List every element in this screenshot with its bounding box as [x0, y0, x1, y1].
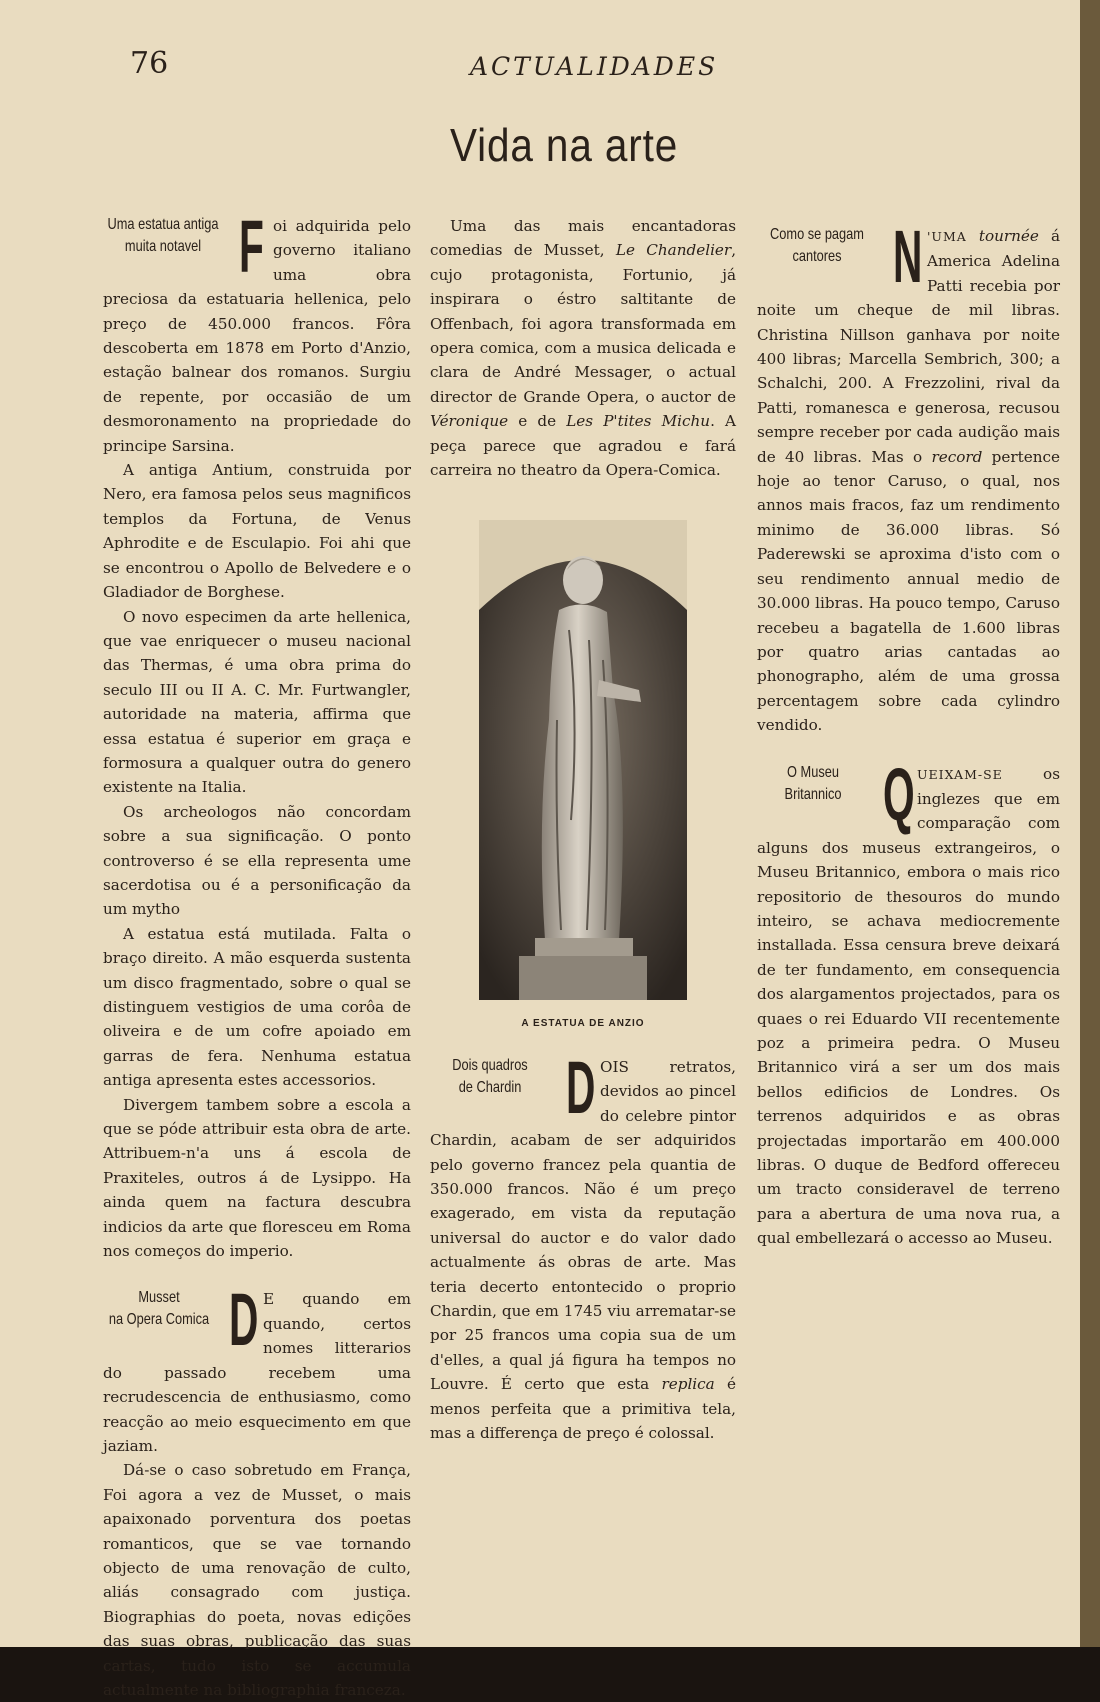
paragraph: A antiga Antium, construida por Nero, era famosa pelos seus magnificos templos da Fortuna, de Venus Aphrodite e de Esculapio. Foi ahi que se encontrou o Apollo de Belvedere e o Gladiador de Borghese. [103, 461, 411, 602]
paragraph: A estatua está mutilada. Falta o braço direito. A mão esquerda sustenta um disco fragmentado, sobre o qual se distinguem vestigios de uma corôa de oliveira e de um cofre apoiado em garras de fera. Nenhuma estatua antiga apresenta estes accessorios. [103, 924, 411, 1090]
article-heading [757, 224, 877, 268]
article-heading [430, 1055, 550, 1099]
heading-line: cantores [792, 248, 842, 265]
article-heading [103, 214, 223, 258]
paragraph: O novo especimen da arte hellenica, que vae enriquecer o museu nacional das Thermas, é uma obra prima do seculo III ou II A. C. Mr. Furtwangler, autoridade na materia, affirma que essa estatua é superior em graça e formosura a qualquer outra do genero existente na Italia. [103, 607, 411, 797]
heading-line: muita notavel [124, 238, 202, 255]
article-cantores [757, 215, 1060, 738]
paragraph: Uma das mais encantadoras comedias de Musset, Le Chandelier, cujo protagonista, Fortunio, já inspirara o éstro saltitante de Offenbach, foi agora transformada em opera comica, com a musica delicada e clara de André Messager, o actual director de Grande Opera, o auctor de Véronique e de Les P'tites Michu. A peça parece que agradou e fará carreira no theatro da Opera-Comica. [430, 217, 737, 480]
paragraph: E quando em quando, certos nomes litterarios do passado recebem uma recrudescencia de enthusiasmo, como reacção ao meio esquecimento em que jaziam. [103, 1290, 411, 1455]
article-museu [757, 752, 1060, 1251]
heading-line: de Chardin [458, 1078, 522, 1096]
heading-line: Uma estatua antiga [107, 216, 219, 233]
article-heading [757, 762, 869, 806]
column-2 [430, 214, 736, 1445]
heading-line: O Museu [787, 763, 839, 781]
paragraph: Dá-se o caso sobretudo em França, Foi agora a vez de Musset, o mais apaixonado porventura dos poetas romanticos, que se vae tornando objecto de uma renovação de culto, aliás consagrado com justiça. Biographias do poeta, novas edições das suas obras, publicação das suas cartas, tudo isto se accumula actualmente na bibliographia franceza. [103, 1461, 411, 1699]
article-musset [103, 1278, 411, 1702]
drop-cap: D [229, 1278, 259, 1362]
column-1 [103, 205, 411, 1702]
page-number: 76 [130, 46, 169, 81]
article-heading [103, 1287, 215, 1331]
drop-cap: D [566, 1045, 596, 1129]
paragraph: Divergem tambem sobre a escola a que se póde attribuir esta obra de arte. Attribuem-n'a uns á escola de Praxiteles, outros á de Lysippo. Ha ainda quem na factura descubra indicios da arte que floresceu em Roma nos começos do imperio. [103, 1095, 411, 1261]
page-edge [1080, 0, 1100, 1647]
drop-cap: F [239, 205, 264, 288]
heading-line: Britannico [784, 785, 842, 803]
heading-line: Musset [138, 1289, 180, 1307]
drop-cap: N [893, 215, 923, 298]
article-estatua [103, 205, 411, 1263]
paragraph: OIS retratos, devidos ao pincel do celebre pintor Chardin, acabam de ser adquiridos pelo governo francez pela quantia de 350.000 francos. Não é um preço exagerado, em vista da reputação universal do auctor e do valor dado actualmente ás obras de arte. Mas teria decerto entontecido o proprio Chardin, que em 1745 viu arrematar-se por 25 francos uma copia sua de um d'elles, a qual já figura ha tempos no Louvre. É certo que esta replica é menos perfeita que a primitiva tela, mas a differença de preço é colossal. [430, 1057, 736, 1442]
statue-illustration [479, 520, 687, 1000]
paragraph: 'UMA tournée á America Adelina Patti recebia por noite um cheque de mil libras. Christina Nillson ganhava por noite 400 libras; Marcella Sembrich, 300; a Schalchi, 200. A Frezzolini, rival da Patti, romanesca e generosa, recusou sempre receber por cada audição mais de 40 libras. Mas o record pertence hoje ao tenor Caruso, o qual, nos annos mais fracos, faz um rendimento minimo de 36.000 libras. Só Paderewski se aproxima d'isto com o seu rendimento annual medio de 30.000 libras. Ha pouco tempo, Caruso recebeu a bagatella de 1.600 libras por quatro arias cantadas ao phonographo, além de uma grossa percentagem sobre cada cylindro vendido. [757, 227, 1060, 735]
section-title: Vida na arte [450, 119, 679, 171]
drop-cap: Q [883, 752, 915, 836]
paragraph: oi adquirida pelo governo italiano uma obra preciosa da estatuaria hellenica, pelo preço de 450.000 francos. Fôra descoberta em 1878 em Porto d'Anzio, estação balnear dos romanos. Surgiu de repente, por occasião de um desmoronamento na propriedade do principe Sarsina. [103, 217, 411, 455]
running-title: ACTUALIDADES [470, 52, 719, 81]
statue-image [479, 520, 687, 1000]
heading-line: Como se pagam [770, 226, 864, 243]
column-3 [757, 214, 1060, 1251]
heading-line: na Opera Comica [108, 1311, 210, 1329]
heading-line: Dois quadros [452, 1056, 528, 1074]
paragraph: Os archeologos não concordam sobre a sua significação. O ponto controverso é se ella representa ume sacerdotisa ou é a personificação da um mytho [103, 802, 411, 919]
article-chardin [430, 1045, 736, 1446]
paragraph: UEIXAM-SE os inglezes que em comparação com alguns dos museus extrangeiros, o Museu Britannico, embora o mais rico repositorio de thesouros do mundo inteiro, se achava mediocremente installada. Essa censura breve deixará de ter fundamento, em consequencia dos alargamentos projectados, para os quaes o rei Eduardo VII recentemente poz a primeira pedra. O Museu Britannico virá a ser um dos mais bellos edificios de Londres. Os terrenos adquiridos e as obras projectadas importarão em 400.000 libras. O duque de Bedford offereceu um tracto consideravel de terreno para a abertura de uma nova rua, a qual embellezará o accesso ao Museu. [757, 764, 1060, 1248]
figure-caption: A ESTATUA DE ANZIO [521, 1018, 645, 1030]
